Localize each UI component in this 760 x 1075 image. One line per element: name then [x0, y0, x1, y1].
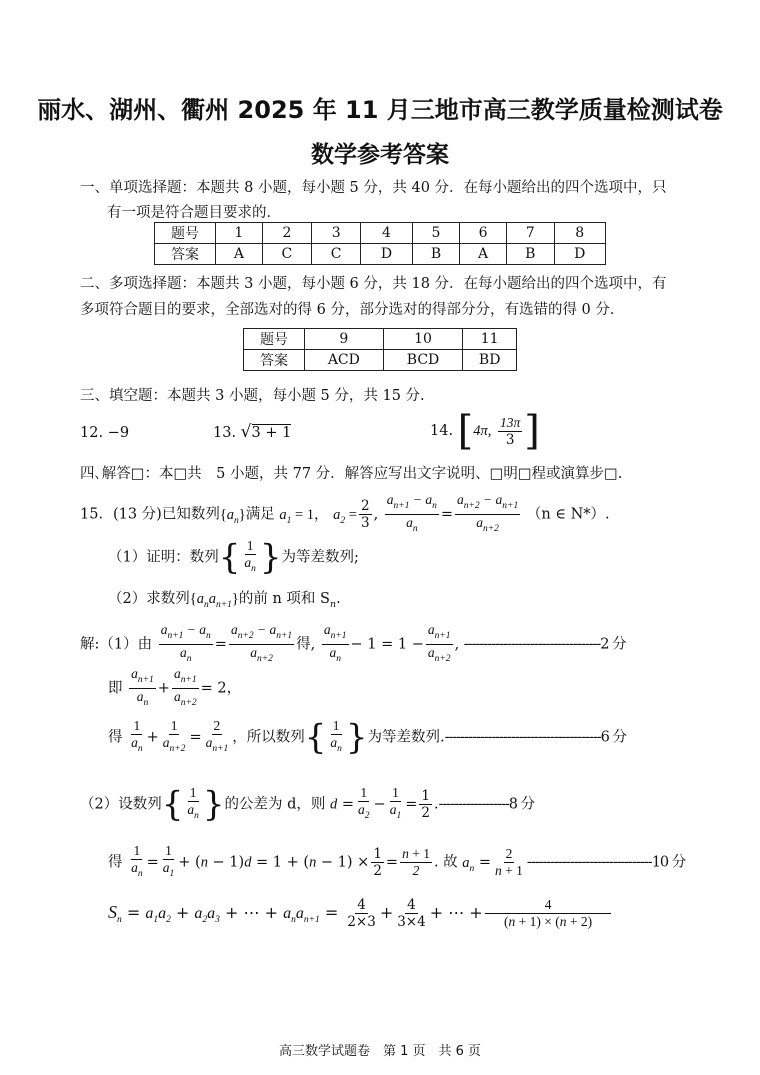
answer-cell: C [312, 244, 361, 265]
answer-cell: A [216, 244, 263, 265]
answer-14 [430, 408, 540, 454]
question-number: 2 [262, 223, 311, 244]
q15-condition: （n ∈ N*）. [526, 506, 610, 523]
frac-a: $\frac{a_{n+1} - a_n}{a_n}$ [160, 622, 211, 664]
answer-cell: D [361, 244, 412, 265]
multi-choice-answer-table [243, 328, 517, 371]
solution-step4-mid: 的公差为 d，则 [224, 796, 326, 813]
solution-step3-prefix: 得 [108, 729, 123, 746]
frac-m: $\frac{1}{a_1}$ [389, 785, 402, 821]
solution-step1-mid: 得, [296, 636, 316, 653]
answer-cell: B [507, 244, 555, 265]
answer-cell: D [554, 244, 606, 265]
question-number: 11 [463, 329, 517, 350]
frac-o: $\frac{1}{a_n}$ [131, 843, 143, 879]
answer-12: 12. −9 [80, 425, 130, 441]
frac-k: $\frac{1}{a_n}$ [187, 785, 199, 821]
solution-step3-tail: 为等差数列. [367, 729, 445, 746]
question-15-stem: 15．(13 分)已知数列$\{a_n\}$满足 $a_1 = 1$， $a_2$ = $\frac{2}{3}$ , $\frac{a_{n+1} - a_n}{a_n}$ = $\frac{a_{n+2} - a_{n+1}}{a_{n+2}}$ （n ∈ N*）. [80, 492, 610, 537]
frac-l: $\frac{1}{a_2}$ [358, 785, 370, 821]
solution-step5-prefix: 得 [108, 854, 123, 871]
solution-step6: $S_n = a_1a_2 + a_2a_3$ + ⋯ + $a_na_{n+1}$ = $\frac{4}{2\times 3}$ + $\frac{4}{3\times 4}$ + ⋯ + $\frac{4}{(n + 1) \times (n + 2)}$ [108, 897, 613, 930]
q15-part1-text: （1）证明：数列 [108, 549, 219, 566]
q15-part2-end: . [336, 591, 341, 607]
answer-13-value: 3 + 1 [251, 425, 292, 441]
frac-q: $\frac{1}{2}$ [373, 846, 382, 879]
recurrence-right: $\frac{a_{n+2} - a_{n+1}}{a_{n+2}}$ [457, 492, 519, 534]
frac-h: $\frac{1}{a_{n+2}}$ [162, 718, 186, 754]
answer-cell: BD [463, 350, 517, 371]
frac-u: $\frac{4}{3\times 4}$ [397, 897, 426, 930]
question-number: 5 [412, 223, 460, 244]
score-marker-6: ----------------------------------------6 分 [444, 729, 626, 746]
question-number: 3 [312, 223, 361, 244]
score-marker-10: --------------------------------10 分 [526, 854, 686, 871]
section2-intro-line2: 多项符合题目的要求，全部选对的得 6 分，部分选对的得部分分，有选错的得 0 分． [80, 302, 625, 318]
solution-step5: 得 $\frac{1}{a_n}$ = $\frac{1}{a_1}$ + (n − 1)d = 1 + (n − 1) × $\frac{1}{2}$ = $\frac{n + 1}{2}$ . 故 $a_n$ = $\frac{2}{n + 1}$ --------------------------------10 分 [108, 843, 685, 882]
question-number: 9 [305, 329, 384, 350]
solution-step2: 即 $\frac{a_{n+1}}{a_n}$ + $\frac{a_{n+1}}{a_{n+2}}$ = 2， [108, 666, 241, 711]
solution-step2-prefix: 即 [108, 680, 123, 697]
sqrt-symbol: √ [240, 422, 252, 442]
condition-a1: $a_1 = 1$， [279, 506, 329, 526]
section4-intro: 四､解答□：本□共 5 小题，共 77 分．解答应写出文字说明、□明□程或演算步□. [80, 466, 623, 482]
fraction-2-3: $\frac{2}{3}$ [360, 498, 370, 531]
question-15-part2: （2）求数列$\{a_na_{n+1}\}$的前 n 项和 $S_n$. [108, 591, 341, 610]
answer-cell: C [262, 244, 311, 265]
section3-intro: 三、填空题：本题共 3 小题，每小题 5 分，共 15 分. [80, 388, 425, 404]
recurrence-left: $\frac{a_{n+1} - a_n}{a_n}$ [386, 492, 437, 534]
frac-n: $\frac{1}{2}$ [421, 788, 430, 821]
question-15-part1: （1）证明：数列{ $\frac{1}{a_n}$ }为等差数列; [108, 537, 359, 578]
condition-a2: $a_2$ = [333, 506, 357, 526]
left-bracket: [ [457, 408, 474, 454]
frac-t: $\frac{4}{2\times 3}$ [347, 897, 376, 930]
solution-step4: （2）设数列{ $\frac{1}{a_n}$ }的公差为 d，则 d = $\frac{1}{a_2}$ − $\frac{1}{a_1}$ = $\frac{1}{2}$ .------------------8 分 [80, 784, 535, 825]
solution-step1-prefix: 解:（1）由 [80, 636, 153, 653]
section1-intro-line2: 有一项是符合题目要求的． [107, 205, 281, 221]
answer-cell: A [460, 244, 507, 265]
page-subtitle: 数学参考答案 [311, 142, 449, 168]
answer-14-upper-fraction [498, 415, 522, 448]
fraction-numerator: 13π [500, 414, 521, 430]
answer-14-lower: 4π, [473, 423, 492, 439]
sequence-notation: $\{a_n\}$ [219, 506, 246, 526]
answer-13-label: 13. [213, 425, 237, 441]
table-row-label: 答案 [155, 244, 216, 265]
right-bracket: ] [524, 408, 540, 454]
frac-b: $\frac{a_{n+2} - a_{n+1}}{a_{n+2}}$ [230, 622, 293, 664]
frac-v: $\frac{4}{(n + 1) \times (n + 2)}$ [485, 897, 612, 930]
q15-part1-tail: 为等差数列; [281, 549, 359, 566]
table-row [155, 244, 606, 265]
answer-13 [213, 422, 291, 442]
answer-14-label: 14. [430, 423, 454, 439]
frac-p: $\frac{1}{a_1}$ [162, 843, 175, 879]
frac-r: $\frac{n + 1}{2}$ [402, 846, 430, 878]
q15-stem-mid: 满足 [245, 506, 275, 523]
solution-step1: 解:（1）由 $\frac{a_{n+1} - a_n}{a_n}$ = $\frac{a_{n+2} - a_{n+1}}{a_{n+2}}$ 得, $\frac{a_{n+1}}{a_n}$ − 1 = 1 − $\frac{a_{n+1}}{a_{n+2}}$ , -----------------------------------2 分 [80, 622, 626, 667]
fraction-1-over-an: $\frac{1}{a_n}$ [244, 538, 256, 574]
solution-step4-prefix: （2）设数列 [80, 796, 162, 813]
question-number: 10 [383, 329, 463, 350]
table-row [244, 350, 517, 371]
section2-intro-line1: 二、多项选择题：本题共 3 小题，每小题 6 分，共 18 分．在每小题给出的四个选项中，有 [80, 276, 667, 292]
question-number: 6 [460, 223, 507, 244]
frac-c: $\frac{a_{n+1}}{a_n}$ [323, 622, 347, 664]
score-marker-8: ------------------8 分 [438, 796, 535, 813]
page-footer: 高三数学试题卷 第 1 页 共 6 页 [278, 1044, 482, 1059]
fraction-denominator: 3 [505, 431, 515, 448]
answer-cell: ACD [305, 350, 384, 371]
q15-stem-prefix: 15．(13 分)已知数列 [80, 506, 220, 523]
frac-i: $\frac{2}{a_{n+1}}$ [205, 718, 229, 754]
frac-g: $\frac{1}{a_n}$ [131, 718, 143, 754]
frac-j: $\frac{1}{a_n}$ [330, 718, 342, 754]
frac-f: $\frac{a_{n+1}}{a_{n+2}}$ [173, 666, 197, 708]
table-row [155, 223, 606, 244]
product-sequence: $\{a_na_{n+1}\}$ [189, 591, 239, 610]
solution-step3: 得 $\frac{1}{a_n}$ + $\frac{1}{a_{n+2}}$ = $\frac{2}{a_{n+1}}$ ，所以数列{ $\frac{1}{a_n}$ }为等差数列.----------------------------------------6 分 [108, 717, 626, 758]
score-marker-2: -----------------------------------2 分 [463, 636, 626, 653]
frac-e: $\frac{a_{n+1}}{a_n}$ [131, 666, 154, 708]
table-row-label: 答案 [244, 350, 305, 371]
frac-s: $\frac{2}{n + 1}$ [495, 846, 523, 878]
question-number: 1 [216, 223, 263, 244]
answer-cell: B [412, 244, 460, 265]
question-number: 8 [554, 223, 606, 244]
question-number: 4 [361, 223, 412, 244]
table-row [244, 329, 517, 350]
frac-d: $\frac{a_{n+1}}{a_{n+2}}$ [427, 622, 451, 664]
page-title: 丽水、湖州、衢州 2025 年 11 月三地市高三教学质量检测试卷 [37, 96, 723, 124]
question-number: 7 [507, 223, 555, 244]
table-row-label: 题号 [244, 329, 305, 350]
single-choice-answer-table [154, 222, 606, 265]
q15-part2-tail: 的前 n 项和 S [238, 591, 330, 607]
q15-part2-text: （2）求数列 [108, 591, 190, 607]
solution-step3-mid: ，所以数列 [232, 729, 305, 746]
table-row-label: 题号 [155, 223, 216, 244]
section1-intro-line1: 一、单项选择题：本题共 8 小题，每小题 5 分，共 40 分．在每小题给出的四个选项中，只 [80, 180, 667, 196]
answer-cell: BCD [383, 350, 463, 371]
